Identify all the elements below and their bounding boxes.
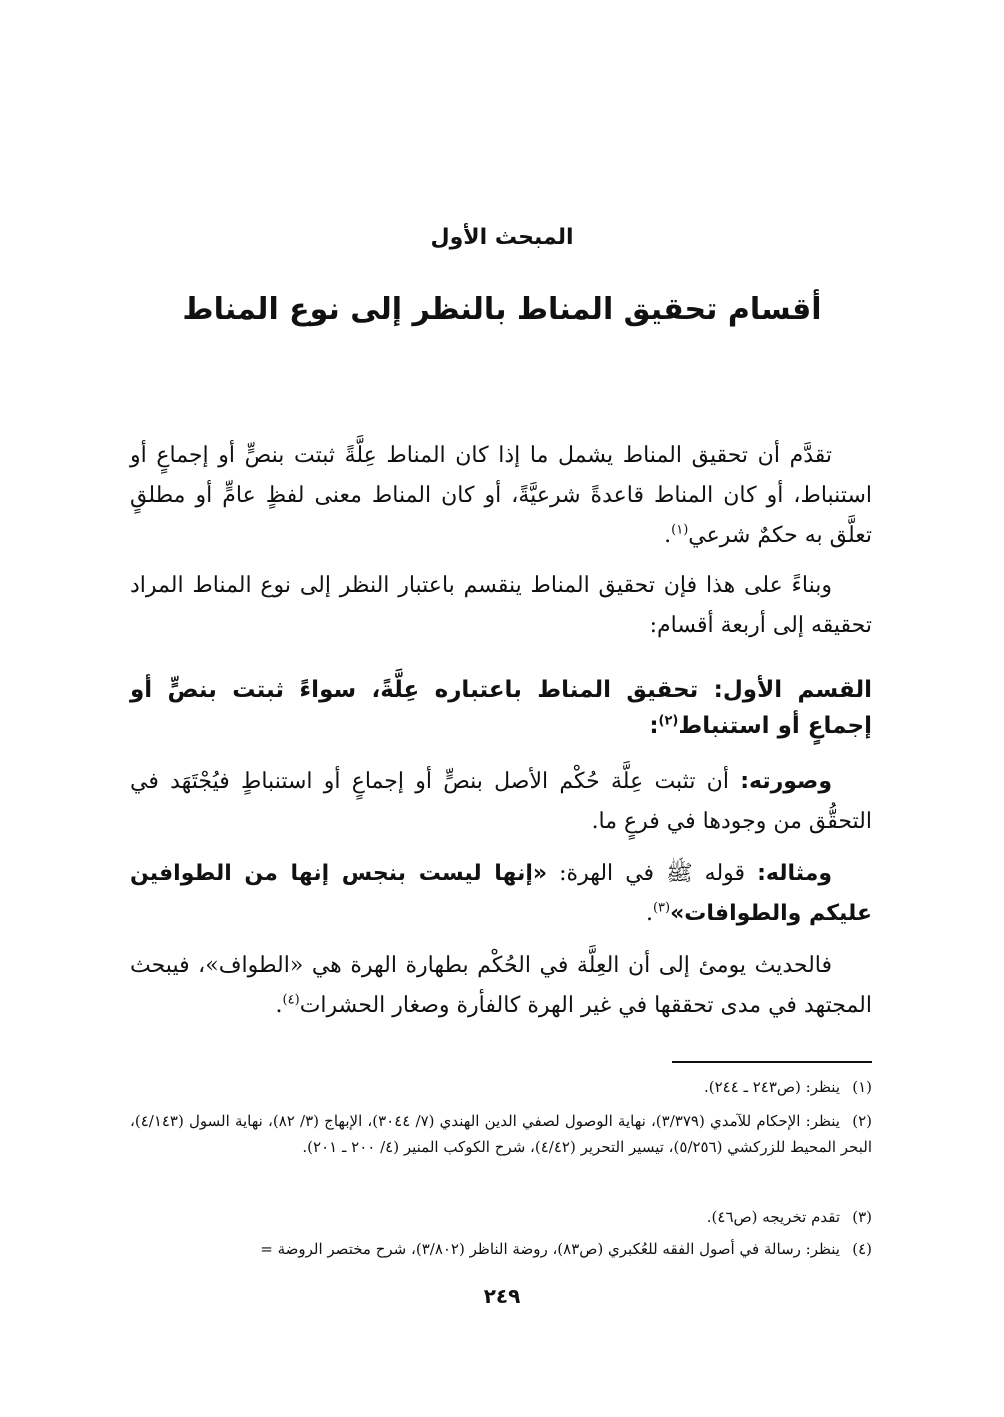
paragraph-form — [130, 762, 872, 842]
page-title: أقسام تحقيق المناط بالنظر إلى نوع المناط — [182, 292, 822, 327]
section-heading-text: القسم الأول: تحقيق المناط باعتباره عِلَّةً، سواءً ثبتت بنصٍّ أو إجماعٍ أو استنباط — [130, 677, 872, 739]
paragraph-text: فالحديث يومئ إلى أن العِلَّة في الحُكْم بطهارة الهرة هي «الطواف»، فيبحث المجتهد في مدى تحققها في غير الهرة كالفأرة وصغار الحشرات — [130, 953, 872, 1018]
footnote-ref[interactable]: (٤) — [282, 992, 300, 1008]
footnote-text: ينظر: رسالة في أصول الفقه للعُكبري (ص٨٣)، روضة الناظر (٣/٨٠٢)، شرح مختصر الروضة = — [260, 1240, 840, 1258]
paragraph-text: قوله ﷺ في الهرة: — [559, 861, 746, 886]
form-label: وصورته: — [740, 769, 832, 794]
paragraph-text: تقدَّم أن تحقيق المناط يشمل ما إذا كان المناط عِلَّةً ثبتت بنصٍّ أو إجماعٍ أو استنباط، أو كان المناط قاعدةً شرعيَّةً، أو كان المناط معنى لفظٍ عامٍّ أو مطلقٍ تعلَّق به حكمٌ شرعي — [130, 443, 872, 548]
paragraph-division: وبناءً على هذا فإن تحقيق المناط ينقسم باعتبار النظر إلى نوع المناط المراد تحقيقه إلى أربعة أقسام: — [130, 573, 872, 638]
footnote-text: ينظر: الإحكام للآمدي (٣/٣٧٩)، نهاية الوصول لصفي الدين الهندي (٧/ ٣٠٤٤)، الإبهاج (٣/ ٨٢)، نهاية السول (٤/١٤٣)، البحر المحيط للزركشي (٥/٢٥٦)، تيسير التحرير (٤/٤٢)، شرح الكوكب المنير (٤/ ٢٠٠ ـ ٢٠١). — [130, 1112, 872, 1156]
paragraph-intro: تقدَّم أن تحقيق المناط يشمل ما إذا كان المناط عِلَّةً ثبتت بنصٍّ أو إجماعٍ أو استنباط، أو كان المناط قاعدةً شرعيَّةً، أو كان المناط معنى لفظٍ عامٍّ أو مطلقٍ تعلَّق به حكمٌ شرعي$^{(١)}$. — [130, 443, 872, 548]
hadith-quote: «إنها ليست بنجس إنها من الطوافين عليكم والطوافات» — [130, 861, 872, 926]
footnote — [130, 1204, 872, 1230]
footnote — [130, 1108, 872, 1160]
paragraph-example: ومثاله: قوله ﷺ في الهرة: «إنها ليست بنجس إنها من الطوافين عليكم والطوافات»$^{(٣)}$. — [130, 861, 872, 926]
footnote-number: (٤) — [852, 1240, 872, 1258]
paragraph-text: أن تثبت عِلَّة حُكْم الأصل بنصٍّ أو إجماعٍ أو استنباطٍ فيُجْتَهَد في التحقُّق من وجودها في فرعٍ ما. — [130, 769, 872, 834]
footnote-number: (٢) — [852, 1112, 872, 1130]
footnote — [130, 1074, 872, 1100]
footnote-number: (١) — [852, 1078, 872, 1096]
footnote — [130, 1236, 872, 1262]
paragraph-explanation: فالحديث يومئ إلى أن العِلَّة في الحُكْم بطهارة الهرة هي «الطواف»، فيبحث المجتهد في مدى تحققها في غير الهرة كالفأرة وصغار الحشرات$^{(٤)}$. — [130, 953, 872, 1018]
example-label: ومثاله: — [757, 861, 833, 886]
footnote-ref[interactable]: (٣) — [652, 900, 671, 916]
footnote-ref[interactable]: (٢) — [658, 713, 679, 729]
footnote-text: تقدم تخريجه (ص٤٦). — [706, 1208, 840, 1226]
page-number: ٢٤٩ — [483, 1284, 521, 1308]
section-label: المبحث الأول — [430, 225, 574, 250]
footnote-number: (٣) — [852, 1208, 872, 1226]
section-heading: القسم الأول: تحقيق المناط باعتباره عِلَّةً، سواءً ثبتت بنصٍّ أو إجماعٍ أو استنباط$^{(٢)}$: — [130, 677, 872, 739]
footnote-divider — [672, 1061, 872, 1063]
footnote-ref[interactable]: (١) — [671, 522, 689, 538]
footnote-text: ينظر: (ص٢٤٣ ـ ٢٤٤). — [704, 1078, 840, 1096]
